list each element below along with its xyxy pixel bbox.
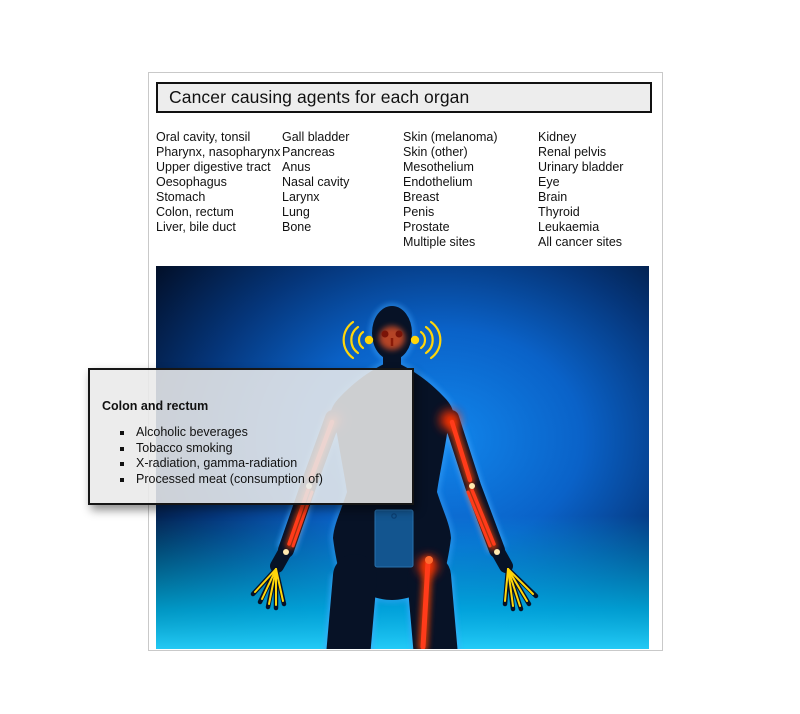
title-box — [156, 82, 652, 113]
page-title: Cancer causing agents for each organ — [169, 87, 470, 107]
agent-item: ▪ Alcoholic beverages — [134, 425, 402, 441]
organ-column-1 — [156, 130, 282, 250]
organ-item[interactable]: All cancer sites — [538, 235, 623, 249]
organ-column-3 — [403, 130, 538, 250]
organ-item[interactable]: Nasal cavity — [282, 175, 350, 189]
infographic-panel — [148, 72, 663, 651]
organ-item[interactable]: Larynx — [282, 190, 320, 204]
organ-item[interactable]: Skin (melanoma) — [403, 130, 498, 144]
organ-item[interactable]: Lung — [282, 205, 310, 219]
organ-item[interactable]: Pharynx, nasopharynx — [156, 145, 281, 159]
organ-item[interactable]: Thyroid — [538, 205, 580, 219]
organ-item[interactable]: Gall bladder — [282, 130, 350, 144]
organ-item[interactable]: Kidney — [538, 130, 577, 144]
shoulder-glow-right — [440, 410, 460, 430]
organ-item[interactable]: Prostate — [403, 220, 450, 234]
agent-item: ▪ X-radiation, gamma-radiation — [134, 456, 402, 472]
organ-list — [156, 130, 652, 250]
organ-item[interactable]: Renal pelvis — [538, 145, 607, 159]
organ-item[interactable]: Endothelium — [403, 175, 473, 189]
organ-item[interactable]: Mesothelium — [403, 160, 474, 174]
organ-item[interactable]: Skin (other) — [403, 145, 468, 159]
organ-item[interactable]: Anus — [282, 160, 311, 174]
agent-item: ▪ Tobacco smoking — [134, 441, 402, 457]
organ-item[interactable]: Eye — [538, 175, 560, 189]
organ-item[interactable]: Stomach — [156, 190, 206, 204]
selected-region-marker[interactable] — [375, 510, 413, 567]
organ-tooltip — [88, 368, 414, 505]
organ-item[interactable]: Urinary bladder — [538, 160, 624, 174]
organ-item[interactable]: Penis — [403, 205, 435, 219]
organ-item[interactable]: Pancreas — [282, 145, 335, 159]
organ-item[interactable]: Leukaemia — [538, 220, 600, 234]
organ-column-4 — [538, 130, 652, 250]
organ-item[interactable]: Breast — [403, 190, 440, 204]
organ-item[interactable]: Multiple sites — [403, 235, 476, 249]
organ-item[interactable]: Liver, bile duct — [156, 220, 236, 234]
organ-item[interactable]: Oesophagus — [156, 175, 227, 189]
organ-item[interactable]: Oral cavity, tonsil — [156, 130, 251, 144]
tooltip-title: Colon and rectum — [102, 399, 209, 413]
agent-item: ▪ Processed meat (consumption of) — [134, 472, 402, 488]
agent-list — [102, 425, 402, 488]
skull-highlight — [379, 326, 405, 350]
organ-item[interactable]: Colon, rectum — [156, 205, 234, 219]
organ-column-2 — [282, 130, 403, 250]
organ-item[interactable]: Bone — [282, 220, 312, 234]
organ-item[interactable]: Brain — [538, 190, 568, 204]
organ-item[interactable]: Upper digestive tract — [156, 160, 271, 174]
